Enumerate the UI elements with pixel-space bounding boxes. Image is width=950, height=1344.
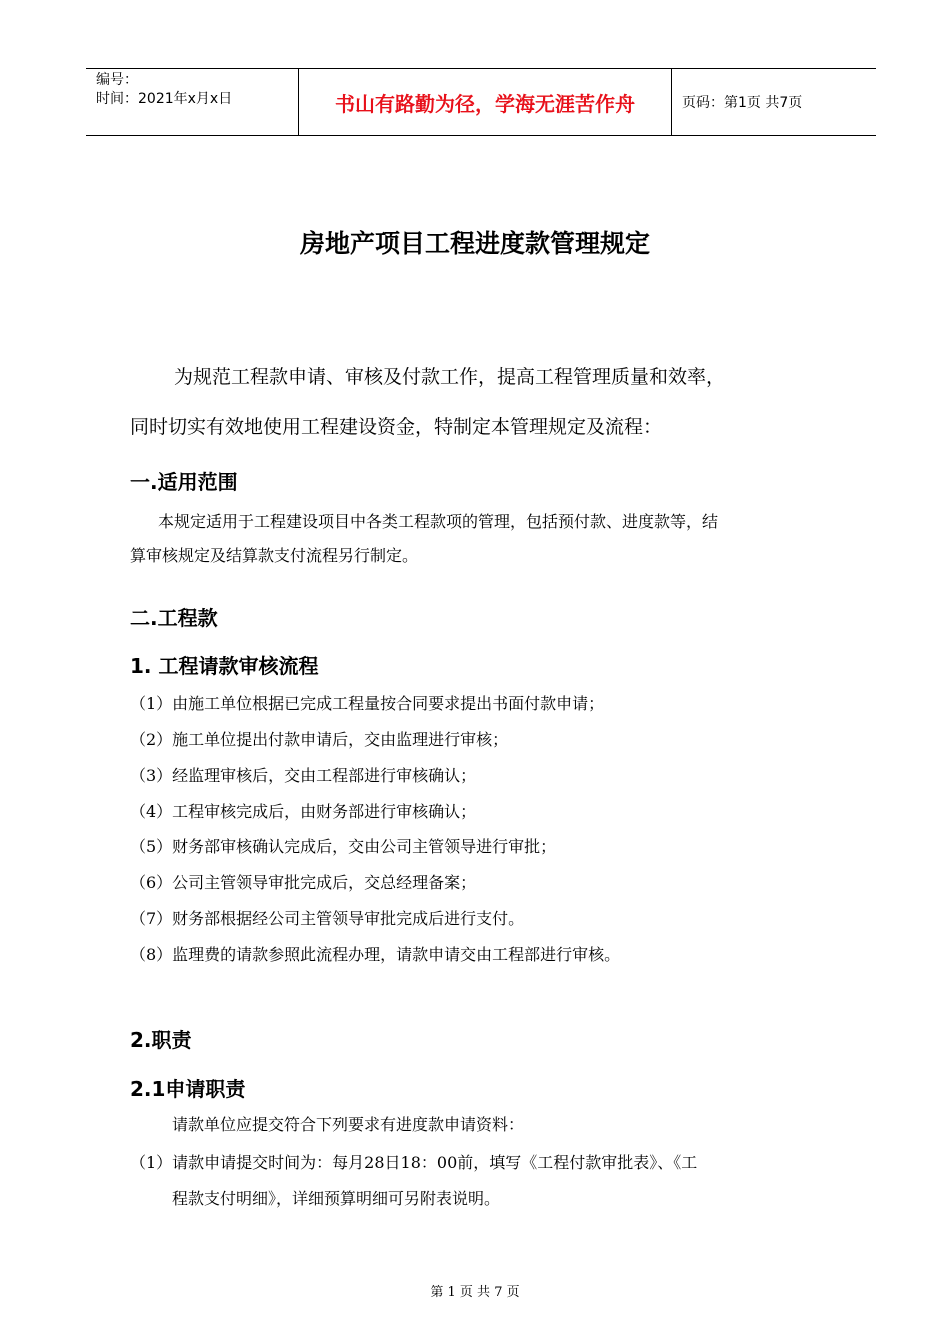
subsection-2-heading: 2.职责 <box>130 1028 192 1052</box>
list-item: （2）施工单位提出付款申请后，交由监理进行审核； <box>130 730 509 749</box>
intro-line-2: 同时切实有效地使用工程建设资金，特制定本管理规定及流程： <box>130 416 663 438</box>
list-item: （1）由施工单位根据已完成工程量按合同要求提出书面付款申请； <box>130 694 605 713</box>
subsection-2-1-lead: 请款单位应提交符合下列要求有进度款申请资料： <box>172 1115 525 1134</box>
list-item: （4）工程审核完成后，由财务部进行审核确认； <box>130 802 477 821</box>
list-item: （7）财务部根据经公司主管领导审批完成后进行支付。 <box>130 909 525 928</box>
list-item: （6）公司主管领导审批完成后，交总经理备案； <box>130 873 477 892</box>
header-page-label: 页码：第1页 共7页 <box>682 95 803 111</box>
subsection-1-heading: 1. 工程请款审核流程 <box>130 654 319 678</box>
section-1-line-2: 算审核规定及结算款支付流程另行制定。 <box>130 546 419 565</box>
document-title: 房地产项目工程进度款管理规定 <box>299 229 650 258</box>
section-1-body <box>130 505 840 573</box>
header-meta <box>86 69 299 135</box>
intro-paragraph <box>130 352 830 452</box>
section-1-line-1: 本规定适用于工程建设项目中各类工程款项的管理，包括预付款、进度款等，结 <box>158 512 719 531</box>
subsection-2-1-heading: 2.1申请职责 <box>130 1077 246 1101</box>
section-1-heading: 一.适用范围 <box>130 470 238 494</box>
page-footer: 第 1 页 共 7 页 <box>430 1285 520 1300</box>
intro-line-1: 为规范工程款申请、审核及付款工作，提高工程管理质量和效率， <box>174 366 726 388</box>
number-label: 编号： <box>96 72 138 88</box>
list-item-continuation: 程款支付明细》，详细预算明细可另附表说明。 <box>172 1189 501 1208</box>
section-2-heading: 二.工程款 <box>130 606 218 630</box>
list-item: （1）请款申请提交时间为：每月28日18：00前，填写《工程付款审批表》、《工 <box>130 1153 698 1172</box>
list-item: （3）经监理审核后，交由工程部进行审核确认； <box>130 766 477 785</box>
header-motto: 书山有路勤为径，学海无涯苦作舟 <box>299 69 672 135</box>
time-label: 时间：2021年x月x日 <box>96 91 233 107</box>
list-item: （5）财务部审核确认完成后，交由公司主管领导进行审批； <box>130 837 557 856</box>
list-item: （8）监理费的请款参照此流程办理，请款申请交由工程部进行审核。 <box>130 945 621 964</box>
page-header <box>86 68 876 136</box>
